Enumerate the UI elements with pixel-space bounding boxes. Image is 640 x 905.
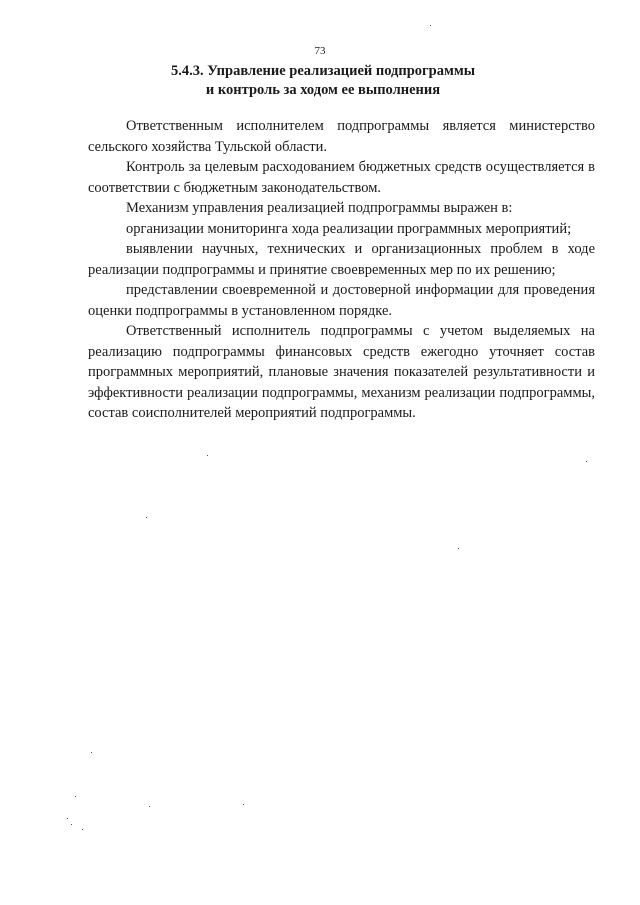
- scan-speck: [207, 455, 208, 456]
- page-number: 73: [314, 45, 326, 57]
- scan-speck: [91, 752, 92, 753]
- paragraph-responsible-executor: Ответственным исполнителем подпрограммы является министерство сельского хозяйства Тульской области.: [88, 118, 595, 155]
- scan-speck: [71, 824, 72, 825]
- section-heading-line-1: 5.4.3. Управление реализацией подпрограммы: [170, 63, 476, 79]
- scan-speck: [586, 461, 587, 462]
- section-heading-line-2: и контроль за ходом ее выполнения: [205, 82, 441, 98]
- scan-speck: [149, 806, 150, 807]
- section-heading: [88, 62, 558, 100]
- document-body: [88, 116, 595, 424]
- paragraph-annual-update: Ответственный исполнитель подпрограммы с учетом выделяемых на реализацию подпрограммы финансовых средств ежегодно уточняет состав программных мероприятий, плановые значения показателей результативности и эффективности реализации подпрограммы, механизм реализации подпрограммы, состав соисполнителей мероприятий подпрограммы.: [88, 323, 595, 421]
- paragraph-budget-control: Контроль за целевым расходованием бюджетных средств осуществляется в соответствии с бюджетным законодательством.: [88, 159, 595, 196]
- scan-speck: [458, 548, 459, 549]
- scan-speck: [75, 796, 76, 797]
- scan-speck: [67, 818, 68, 819]
- scan-speck: [243, 804, 244, 805]
- paragraph-mechanism-intro: Механизм управления реализацией подпрограммы выражен в:: [126, 200, 513, 216]
- scan-speck: [146, 517, 147, 518]
- paragraph-monitoring: организации мониторинга хода реализации программных мероприятий;: [126, 220, 572, 237]
- scan-speck: [430, 25, 431, 26]
- paragraph-problem-identification: выявлении научных, технических и организационных проблем в ходе реализации подпрограммы и принятие своевременных мер по их решению;: [88, 241, 595, 278]
- paragraph-information-provision: представлении своевременной и достоверной информации для проведения оценки подпрограммы в установленном порядке.: [88, 282, 595, 319]
- scan-speck: [82, 829, 83, 830]
